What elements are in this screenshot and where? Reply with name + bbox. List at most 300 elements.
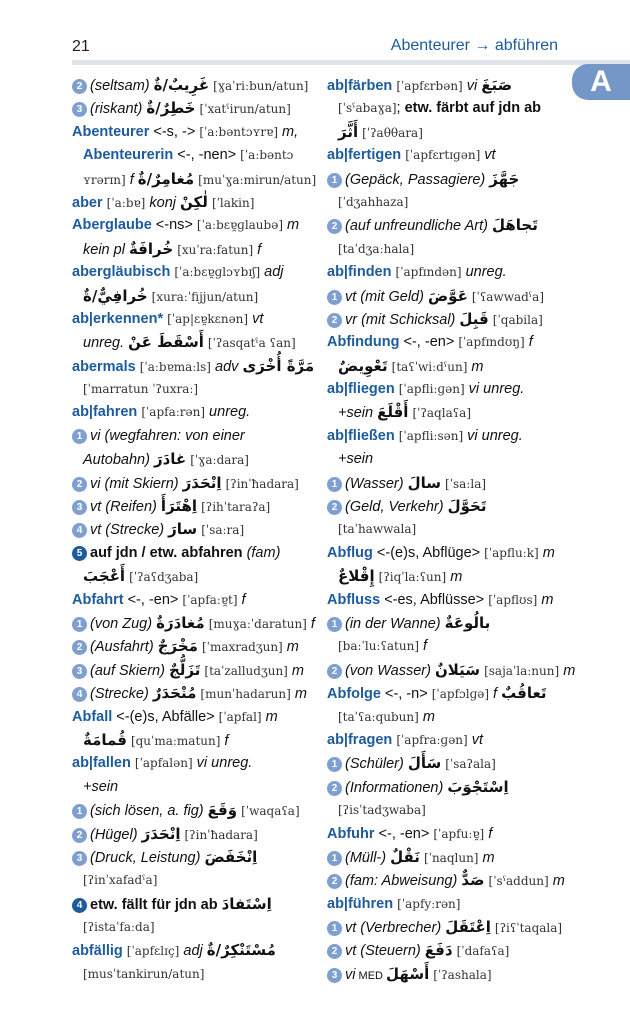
entry-line xyxy=(72,472,322,495)
entry-line xyxy=(72,74,322,97)
sense-number: 2 xyxy=(72,477,87,492)
entry-line xyxy=(72,425,322,448)
grammar-note: konj xyxy=(145,194,181,211)
phonetic: [taˈʕaːqubun] xyxy=(338,709,419,724)
phonetic: [ˈapfɛlɪç] xyxy=(126,944,180,959)
entry-line xyxy=(327,355,577,378)
arabic-translation: خُرافَةٌ xyxy=(128,239,174,258)
label: MED xyxy=(355,969,387,982)
phonetic: [ʔistaˈfaːda] xyxy=(83,920,155,935)
entry-line xyxy=(327,776,577,799)
arabic-translation: جَهَّزَ xyxy=(489,169,520,188)
sense-number: 4 xyxy=(72,687,87,702)
grammar-note: m xyxy=(290,686,307,703)
grammar-note: m, xyxy=(278,123,299,140)
grammar-note: (Hügel) xyxy=(90,826,142,843)
entry-line xyxy=(327,144,577,167)
grammar-note: vt (Steuern) xyxy=(345,943,425,960)
grammar-note: f xyxy=(419,638,428,655)
headword: Abfindung xyxy=(327,334,400,351)
grammar-note: (auf unfreundliche Art) xyxy=(345,218,492,235)
phonetic: [ˈaːbɛɐ̯ɡlaubə] xyxy=(196,218,284,233)
header-rule xyxy=(72,60,630,65)
sense-number: 1 xyxy=(327,851,342,866)
headword: abergläubisch xyxy=(72,264,171,281)
phonetic: [ˈdafaʕa] xyxy=(456,944,510,959)
grammar-note: m xyxy=(261,708,278,725)
arabic-translation: لٰكِنْ xyxy=(180,192,208,211)
entry-line xyxy=(72,495,322,518)
entry-line xyxy=(72,261,322,284)
arabic-translation: عَوَّضَ xyxy=(427,286,468,305)
arabic-translation: خَطِرٌ/ةٌ xyxy=(146,99,196,118)
entry-line xyxy=(72,799,322,822)
sense-number: 1 xyxy=(327,290,342,305)
grammar-note: adj xyxy=(260,264,284,281)
phonetic: [ˈsˤabaɣa] xyxy=(338,101,397,116)
text: <-es, Abflüsse> xyxy=(380,591,489,608)
phonetic: [muɣaːˈdaratun] xyxy=(208,616,307,631)
sense-number: 1 xyxy=(327,921,342,936)
grammar-note: f xyxy=(253,241,262,258)
grammar-note: (Gepäck, Passagiere) xyxy=(345,171,490,188)
entry-line xyxy=(72,355,322,378)
grammar-note: (riskant) xyxy=(90,101,143,118)
entry-line xyxy=(327,542,577,565)
phonetic: [ʔisˈtadʒwaba] xyxy=(338,803,426,818)
headword: Abfluss xyxy=(327,591,381,608)
sense-number: 2 xyxy=(327,664,342,679)
arabic-translation: مُسْتَنْكِرٌ/ةٌ xyxy=(206,941,276,960)
headword: ab|führen xyxy=(327,895,394,912)
grammar-note: f xyxy=(237,591,246,608)
headword: Abfolge xyxy=(327,686,381,703)
phonetic: [sajaˈlaːnun] xyxy=(484,663,560,678)
grammar-note: m xyxy=(446,569,463,586)
phonetic: [ˈapflʊs] xyxy=(488,592,538,607)
phonetic: [ʔinˈxafadˤa] xyxy=(83,873,158,888)
arabic-translation: غادَرَ xyxy=(153,450,187,469)
phonetic: [ˈʔaqlaʕa] xyxy=(412,406,471,421)
sense-number: 1 xyxy=(72,429,87,444)
arabic-translation: سارَ xyxy=(168,520,198,539)
grammar-note: unreg. xyxy=(205,404,251,421)
sense-number: 3 xyxy=(72,851,87,866)
grammar-note: Autobahn) xyxy=(83,452,154,469)
entry-line xyxy=(327,448,577,471)
grammar-note: (Druck, Leistung) xyxy=(90,849,205,866)
grammar-note: +sein xyxy=(83,778,119,795)
phonetic: [munˈhadarun] xyxy=(200,687,291,702)
phonetic: ʏrərɪn] xyxy=(83,172,126,187)
sense-number: 2 xyxy=(72,640,87,655)
phonetic: [ˈmarratun ˈʔuxraː] xyxy=(83,382,199,397)
phonetic: [ˈxatˤirun/atun] xyxy=(199,102,291,117)
text: <-s, -> xyxy=(149,123,200,140)
arabic-translation: سالَ xyxy=(407,473,441,492)
phonetic: [ˈapfɔlɡə] xyxy=(431,687,490,702)
entry-line xyxy=(72,401,322,424)
arabic-translation: سَأَلَ xyxy=(407,754,442,773)
phonetic: [ˈaːbəntɔ xyxy=(240,148,294,163)
arabic-translation: اِنْحَدَرَ xyxy=(141,824,181,843)
arabic-translation: تَعاقُبٌ xyxy=(501,684,547,703)
phonetic: [ʔinˈħadara] xyxy=(184,827,258,842)
sense-number: 1 xyxy=(72,617,87,632)
running-head: Abenteurer → abführen xyxy=(390,37,558,54)
grammar-note: f xyxy=(524,334,533,351)
arabic-translation: مَرَّةً أُخْرَى xyxy=(242,356,315,375)
arabic-translation: غَرِيبٌ/ةٌ xyxy=(153,76,210,94)
grammar-note: (von Wasser) xyxy=(345,662,435,679)
phonetic: [ˈapfɛrtɪɡən] xyxy=(405,148,481,163)
phonetic: [xuˈraːfatun] xyxy=(177,242,254,257)
entry-line xyxy=(72,659,322,682)
grammar-note: vr (mit Schicksal) xyxy=(345,311,460,328)
arabic-translation: اِهْتَرَأَ xyxy=(160,497,198,516)
grammar-note: m xyxy=(283,217,300,234)
entry-line xyxy=(327,916,577,939)
headword: ab|fließen xyxy=(327,427,395,444)
headword: Abenteurer xyxy=(72,123,150,140)
arabic-translation: أَقْلَعَ xyxy=(377,403,409,422)
grammar-note: (Informationen) xyxy=(345,779,448,796)
text: <-(e)s, Abflüge> xyxy=(372,544,485,561)
grammar-note: +sein xyxy=(338,451,374,468)
sense-number: 1 xyxy=(327,617,342,632)
entry-line xyxy=(327,706,577,729)
grammar-note: kein pl xyxy=(83,241,129,258)
sense-number: 2 xyxy=(327,874,342,889)
arabic-translation: اِنْخَفَضَ xyxy=(204,847,258,866)
headword: Aberglaube xyxy=(72,217,152,234)
phonetic: [ˈdʒahhaza] xyxy=(338,194,409,209)
entry-line xyxy=(327,799,577,822)
entry-line xyxy=(72,706,322,729)
phrase: etw. fällt für jdn ab xyxy=(90,896,222,913)
sense-number: 3 xyxy=(72,102,87,117)
grammar-note: m xyxy=(467,358,484,375)
grammar-note: (Geld, Verkehr) xyxy=(345,499,448,516)
grammar-note: m xyxy=(418,708,435,725)
headword: ab|fallen xyxy=(72,755,131,772)
sense-number: 3 xyxy=(327,968,342,983)
grammar-note: vt (mit Geld) xyxy=(345,288,428,305)
entry-line xyxy=(327,472,577,495)
sense-number: 2 xyxy=(72,79,87,94)
grammar-note: (fam) xyxy=(242,544,281,561)
entry-line xyxy=(72,612,322,635)
headword: Abfuhr xyxy=(327,825,375,842)
entry-line xyxy=(72,542,322,565)
sense-number: 1 xyxy=(327,173,342,188)
arabic-translation: تَعْوِيضٌ xyxy=(338,356,388,375)
sense-number: 2 xyxy=(327,313,342,328)
entry-line xyxy=(72,144,322,167)
entry-line xyxy=(72,589,322,612)
entry-line xyxy=(327,565,577,588)
entry-line xyxy=(327,378,577,401)
entry-line xyxy=(72,214,322,237)
phonetic: [ˈapfɪndən] xyxy=(395,265,462,280)
arabic-translation: تَزَلُّجٌ xyxy=(168,660,201,679)
grammar-note: vt xyxy=(480,147,496,164)
sense-number: 1 xyxy=(327,757,342,772)
entry-line xyxy=(72,285,322,308)
grammar-note: f xyxy=(220,732,229,749)
grammar-note: vt xyxy=(248,310,264,327)
entry-line xyxy=(72,939,322,962)
grammar-note: (auf Skiern) xyxy=(90,662,169,679)
arabic-translation: مُغامِرٌ/ةٌ xyxy=(137,169,195,188)
text: <-, -en> xyxy=(399,334,459,351)
arabic-translation: تَحَوَّلَ xyxy=(447,497,487,516)
grammar-note: unreg. xyxy=(83,335,129,352)
headword: Abfall xyxy=(72,708,113,725)
sense-number: 3 xyxy=(72,500,87,515)
sense-number: 1 xyxy=(327,477,342,492)
phonetic: [ˈnaqlun] xyxy=(423,850,479,865)
phonetic: [ˈapfraːɡən] xyxy=(396,732,468,747)
arabic-translation: نَقْلٌ xyxy=(390,847,420,866)
thumb-index-tab[interactable]: A xyxy=(572,64,630,100)
phonetic: [musˈtankirun/atun] xyxy=(83,966,205,981)
grammar-note: (in der Wanne) xyxy=(345,615,445,632)
entry-line xyxy=(327,425,577,448)
arabic-translation: اِسْتَفادَ xyxy=(221,894,272,913)
entry-line xyxy=(327,214,577,237)
arabic-translation: خُرافِيٌّ/ةٌ xyxy=(83,286,148,305)
grammar-note: f xyxy=(489,686,502,703)
entry-line xyxy=(72,729,322,752)
phonetic: [ˈmaxradʒun] xyxy=(201,640,283,655)
arabic-translation: مُنْحَدَرٌ xyxy=(152,684,197,703)
phonetic: [ˈsaʔala] xyxy=(445,757,496,772)
headword: ab|fliegen xyxy=(327,381,395,398)
entry-line xyxy=(72,823,322,846)
phonetic: [ˈapfaːrən] xyxy=(141,405,206,420)
phonetic: [ˈap|ɛɐ̯kɛnən] xyxy=(167,311,249,326)
arabic-translation: تَجاهَلَ xyxy=(491,216,538,235)
entry-line xyxy=(72,916,322,939)
text: <-, -en> xyxy=(374,825,434,842)
phonetic: [quˈmaːmatun] xyxy=(130,733,221,748)
sense-number: 2 xyxy=(327,944,342,959)
grammar-note: vi xyxy=(462,78,482,94)
headword: ab|färben xyxy=(327,78,393,94)
entry-line xyxy=(72,893,322,916)
entry-line xyxy=(327,97,577,120)
right-column xyxy=(327,74,577,986)
entry-line xyxy=(327,518,577,541)
grammar-note: m xyxy=(478,849,495,866)
text: ; xyxy=(396,100,405,117)
phonetic: [ˈʔashala] xyxy=(433,967,492,982)
entry-line xyxy=(72,308,322,331)
grammar-note: (sich lösen, a. fig) xyxy=(90,803,208,820)
grammar-note: m xyxy=(548,873,565,890)
phonetic: [ˈaːbɐmaːls] xyxy=(139,359,211,374)
phonetic: [ˈapfal] xyxy=(218,709,262,724)
arabic-translation: اِنْحَدَرَ xyxy=(182,473,222,492)
text: <-(e)s, Abfälle> xyxy=(112,708,219,725)
phonetic: [ˈɣaːdara] xyxy=(190,453,249,468)
phonetic: [ˈwaqaʕa] xyxy=(241,804,300,819)
grammar-note: unreg. xyxy=(461,264,507,281)
phrase: auf jdn / etw. abfahren xyxy=(90,544,243,561)
grammar-note: vt (Strecke) xyxy=(90,522,169,539)
arabic-translation: مُغادَرَةٌ xyxy=(156,613,205,632)
phonetic: [ʔiqˈlaːʕun] xyxy=(378,570,447,585)
phonetic: [ˈʔaʕdʒaba] xyxy=(129,570,199,585)
phonetic: [ˈʔaθθara] xyxy=(362,125,423,140)
grammar-note: m xyxy=(537,591,554,608)
entry-line xyxy=(327,823,577,846)
headword: ab|erkennen* xyxy=(72,310,164,327)
phonetic: [ʔihˈtaraʔa] xyxy=(201,500,271,515)
page-number: 21 xyxy=(72,38,90,55)
grammar-note: vi unreg. xyxy=(192,755,253,772)
entry-line xyxy=(327,168,577,191)
left-column xyxy=(72,74,322,986)
phonetic: [ˈsaːra] xyxy=(201,523,245,538)
phonetic: [ˈapfliːɡən] xyxy=(398,382,465,397)
arabic-translation: مَخْرَجٌ xyxy=(157,637,198,656)
arabic-translation: أَثَّرَ xyxy=(338,122,359,141)
entry-line xyxy=(72,565,322,588)
entry-line xyxy=(72,846,322,869)
headword: Abfahrt xyxy=(72,591,124,608)
grammar-note: m xyxy=(538,544,555,561)
entry-line xyxy=(72,776,322,799)
phonetic: [ˈʔasqatˤa ʕan] xyxy=(207,336,296,351)
entry-line xyxy=(72,378,322,401)
entry-line xyxy=(72,238,322,261)
phonetic: [taˈhawwala] xyxy=(338,522,417,537)
grammar-note: m xyxy=(287,662,304,679)
entry-line xyxy=(72,191,322,214)
arabic-translation: صَبَغَ xyxy=(481,76,513,94)
arabic-translation: اِعْتَقَلَ xyxy=(445,918,491,937)
entry-line xyxy=(327,191,577,214)
entry-line xyxy=(327,612,577,635)
grammar-note: m xyxy=(559,662,576,679)
phrase-number: 5 xyxy=(72,546,87,561)
text: <-, -n> xyxy=(380,686,432,703)
entry-line xyxy=(72,963,322,986)
grammar-note: adv xyxy=(211,358,243,375)
entry-line xyxy=(327,589,577,612)
grammar-note: f xyxy=(484,825,493,842)
entry-line xyxy=(72,635,322,658)
grammar-note: vt xyxy=(467,731,484,748)
grammar-note: m xyxy=(282,639,299,656)
grammar-note: +sein xyxy=(338,405,378,422)
entry-line xyxy=(327,401,577,424)
entry-line xyxy=(327,285,577,308)
sense-number: 2 xyxy=(327,781,342,796)
text: <-, -nen> xyxy=(173,147,241,164)
phonetic: [taˈdʒaːhala] xyxy=(338,241,415,256)
phonetic: [baːˈluːʕatun] xyxy=(338,639,420,654)
phrase-number: 4 xyxy=(72,898,87,913)
phonetic: [xuraːˈfijjun/atun] xyxy=(151,289,259,304)
entry-line xyxy=(327,635,577,658)
sense-number: 1 xyxy=(72,804,87,819)
arabic-translation: صَدٌّ xyxy=(461,871,485,890)
phonetic: [taʕˈwiːdˤun] xyxy=(391,359,468,374)
phonetic: [ˈaːbɛɐ̯ɡlɔʏbɪʃ] xyxy=(174,265,261,280)
entry-line xyxy=(327,869,577,892)
phonetic: [ˈsaːla] xyxy=(445,476,487,491)
entry-line xyxy=(72,448,322,471)
headword: abermals xyxy=(72,358,136,375)
entry-line xyxy=(72,331,322,354)
grammar-note: (von Zug) xyxy=(90,615,157,632)
entry-line xyxy=(72,869,322,892)
sense-number: 2 xyxy=(72,828,87,843)
entry-line xyxy=(327,331,577,354)
entry-line xyxy=(327,261,577,284)
arabic-translation: أَسْهَلَ xyxy=(386,964,430,983)
entry-line xyxy=(327,963,577,986)
phrase: etw. färbt auf jdn ab xyxy=(404,100,542,117)
arabic-translation: سَيَلانٌ xyxy=(434,660,481,679)
grammar-note: f xyxy=(306,615,315,632)
grammar-note: vt (Verbrecher) xyxy=(345,920,446,937)
entry-line xyxy=(327,121,577,144)
arabic-translation: قُمامَةٌ xyxy=(83,730,127,749)
phonetic: [ˈaːbəntɔʏrɐ] xyxy=(199,124,278,139)
entry-line xyxy=(327,308,577,331)
phonetic: [ʔinˈħadara] xyxy=(225,476,299,491)
arabic-translation: قَبِلَ xyxy=(459,309,489,328)
grammar-note: f xyxy=(125,171,138,188)
grammar-note: vi (mit Skiern) xyxy=(90,475,183,492)
text: <-, -en> xyxy=(123,591,183,608)
sense-number: 2 xyxy=(327,219,342,234)
entry-line xyxy=(72,682,322,705)
grammar-note: (Ausfahrt) xyxy=(90,639,158,656)
phonetic: [ˈapfliːsən] xyxy=(398,428,464,443)
entry-line xyxy=(327,682,577,705)
headword: Abenteurerin xyxy=(83,147,174,164)
entry-line xyxy=(327,729,577,752)
entry-line xyxy=(327,939,577,962)
entry-line xyxy=(327,74,577,97)
headword: Abflug xyxy=(327,544,373,561)
phonetic: [ˈaːbɐ] xyxy=(106,195,146,210)
entry-line xyxy=(72,168,322,191)
phonetic: [ˈʕawwadˤa] xyxy=(471,289,545,304)
sense-number: 4 xyxy=(72,523,87,538)
sense-number: 3 xyxy=(72,664,87,679)
headword: ab|fertigen xyxy=(327,147,402,164)
arabic-translation: أَعْجَبَ xyxy=(83,567,126,586)
headword: ab|finden xyxy=(327,264,392,281)
phonetic: [ʔiʕˈtaqala] xyxy=(494,921,563,936)
phonetic: [taˈzalludʒun] xyxy=(204,663,288,678)
grammar-note: (Müll-) xyxy=(345,849,391,866)
entry-line xyxy=(327,659,577,682)
text: <-ns> xyxy=(151,217,197,234)
arabic-translation: وَقَعَ xyxy=(207,801,238,820)
phonetic: [ˈapfɛrbən] xyxy=(396,79,463,93)
phonetic: [ˈlakin] xyxy=(211,195,255,210)
arabic-translation: أَسْقَطَ عَنْ xyxy=(128,333,204,352)
phonetic: [ɣaˈriːbun/atun] xyxy=(213,79,309,93)
grammar-note: (seltsam) xyxy=(90,78,150,94)
